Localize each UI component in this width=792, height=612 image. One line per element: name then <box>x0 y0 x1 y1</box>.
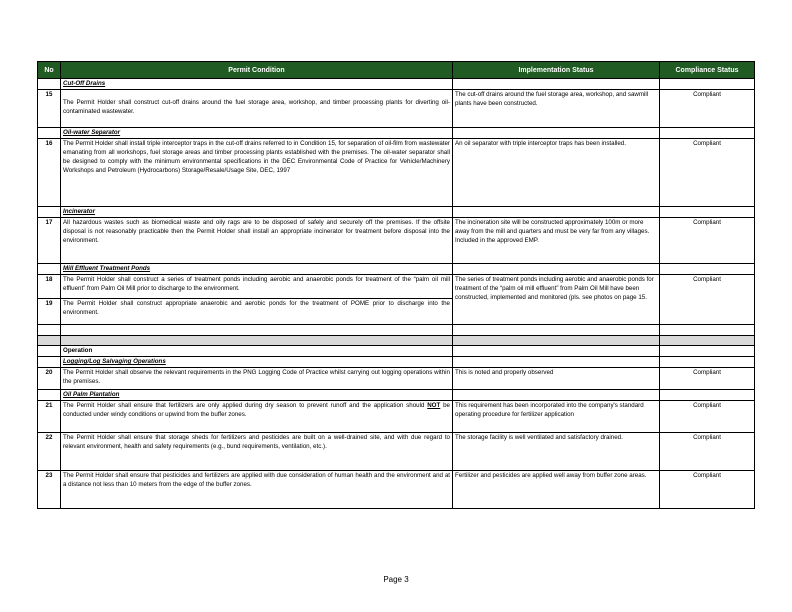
table-row <box>38 401 755 433</box>
compliance-status: Compliant <box>660 471 755 509</box>
implementation-status-text: The storage facility is well ventilated and satisfactory drained. <box>453 433 660 471</box>
table-row <box>38 433 755 471</box>
compliance-status: Compliant <box>660 275 755 325</box>
table-row <box>38 471 755 509</box>
table-row <box>38 218 755 264</box>
section-title-logging: Logging/Log Salvaging Operations <box>61 357 453 368</box>
section-row <box>38 207 755 218</box>
compliance-status: Compliant <box>660 90 755 128</box>
implementation-status-text: This requirement has been incorporated into the company's standard operating procedure for fertilizer application <box>453 401 660 433</box>
implementation-status-text: This is noted and properly observed <box>453 368 660 390</box>
permit-condition-text: The Permit Holder shall ensure that fertilizers are only applied during dry season to prevent runoff and the application should <box>63 402 428 409</box>
row-number: 19 <box>38 299 61 325</box>
permit-condition-text-cont: be conducted under windy conditions or upwind from the buffer zones. <box>63 402 450 418</box>
section-title-mill-effluent-ponds: Mill Effluent Treatment Ponds <box>61 264 453 275</box>
permit-condition-text: The Permit Holder shall construct cut-off drains around the fuel storage area, workshop, and timber processing plants for diverting oil-contaminated wastewater. <box>63 99 450 115</box>
permit-condition-text: The Permit Holder shall construct appropriate anaerobic and aerobic ponds for the treatment of POME prior to discharge into the environment. <box>61 299 453 325</box>
row-number: 17 <box>38 218 61 264</box>
section-row <box>38 128 755 139</box>
spacer-row <box>38 325 755 336</box>
implementation-status-text: An oil separator with triple interceptor traps has been installed. <box>453 139 660 207</box>
row-number: 15 <box>38 90 61 128</box>
col-header-permit-condition: Permit Condition <box>61 62 453 79</box>
col-header-compliance-status: Compliance Status <box>660 62 755 79</box>
table-row <box>38 368 755 390</box>
permit-condition-text: The Permit Holder shall ensure that pesticides and fertilizers are applied with due consideration of human health and the environment and at a distance not less than 10 meters from the edge of the buffer zones. <box>61 471 453 509</box>
permit-condition-cell <box>61 401 453 433</box>
section-title-cutoff-drains: Cut-Off Drains <box>61 79 453 90</box>
section-title-operation: Operation <box>61 346 453 357</box>
implementation-status-text: The series of treatment ponds including aerobic and anaerobic ponds for treatment of the “palm oil mill effluent” from Palm Oil Mill have been constructed, implemented and monitored (pls. see photos on page 15. <box>453 275 660 325</box>
emphasis-not: NOT <box>427 402 441 409</box>
permit-condition-text: The Permit Holder shall construct a series of treatment ponds including aerobic and anaerobic ponds for treatment of the “palm oil mill effluent” from Palm Oil Mill prior to discharge to the environment. <box>61 275 453 299</box>
implementation-status-text: Fertilizer and pesticides are applied well away from buffer zone areas. <box>453 471 660 509</box>
compliance-status: Compliant <box>660 368 755 390</box>
table-row <box>38 139 755 207</box>
section-divider-row <box>38 336 755 346</box>
table-header-row <box>38 62 755 79</box>
implementation-status-text: The cut-off drains around the fuel storage area, workshop, and sawmill plants have been constructed. <box>453 90 660 128</box>
section-title-oil-palm-plantation: Oil Palm Plantation <box>61 390 453 401</box>
col-header-no: No <box>38 62 61 79</box>
section-row <box>38 390 755 401</box>
row-number: 16 <box>38 139 61 207</box>
compliance-status: Compliant <box>660 218 755 264</box>
row-number: 22 <box>38 433 61 471</box>
section-row <box>38 264 755 275</box>
permit-condition-text: The Permit Holder shall install triple interceptor traps in the cut-off drains referred to in Condition 15, for separation of oil-film from wastewater emanating from all workshops, fuel storage areas and timber processing plants established with the premises. The oil-water separator shall be designed to comply with the minimum environmental specifications in the DEC Environmental Code of Practice for Vehicle/Machinery Workshops and Petroleum (Hydrocarbons) Storage/Resale/Usage Site, DEC, 1997 <box>61 139 453 207</box>
section-title-incinerator: Incinerator <box>61 207 453 218</box>
permit-condition-text: All hazardous wastes such as biomedical waste and oily rags are to be disposed of safely and securely off the premises. If the offsite disposal is not reasonably practicable then the Permit Holder shall install an appropriate incinerator for treatment before disposal into the environment. <box>61 218 453 264</box>
section-title-oil-water-separator: Oil-water Separator <box>61 128 453 139</box>
section-row <box>38 79 755 90</box>
col-header-implementation-status: Implementation Status <box>453 62 660 79</box>
row-number: 18 <box>38 275 61 299</box>
compliance-status: Compliant <box>660 139 755 207</box>
row-number: 20 <box>38 368 61 390</box>
row-number: 21 <box>38 401 61 433</box>
compliance-status: Compliant <box>660 433 755 471</box>
permit-condition-text: The Permit Holder shall ensure that storage sheds for fertilizers and pesticides are built on a well-drained site, and with due regard to relevant environment, health and safety requirements (e.g., bund requirements, ventilation, etc.). <box>61 433 453 471</box>
permit-condition-text: The Permit Holder shall observe the relevant requirements in the PNG Logging Code of Practice whilst carrying out logging operations within the premises. <box>61 368 453 390</box>
implementation-status-text: The incineration site will be constructed approximately 100m or more away from the mill and quarters and must be very far from any villages. Included in the approved EMP. <box>453 218 660 264</box>
table-row <box>38 90 755 128</box>
section-row <box>38 357 755 368</box>
table-row <box>38 275 755 299</box>
page-number: Page 3 <box>383 575 409 584</box>
permit-compliance-table <box>37 61 755 509</box>
compliance-status: Compliant <box>660 401 755 433</box>
row-number: 23 <box>38 471 61 509</box>
section-row <box>38 346 755 357</box>
